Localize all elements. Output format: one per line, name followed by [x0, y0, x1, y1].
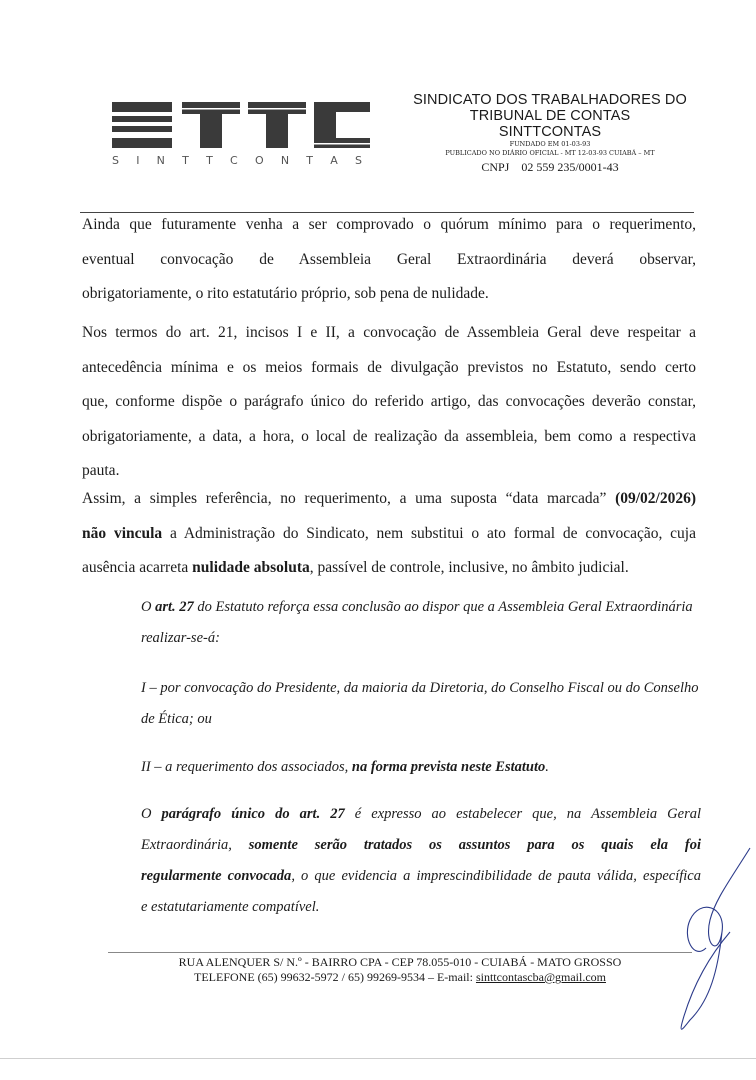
handwritten-signature: [660, 840, 756, 1040]
logo-letter: I: [136, 154, 140, 167]
text-line: de Ética; ou: [141, 711, 212, 727]
paragraph-1: [82, 208, 696, 312]
quote-item-i: [141, 673, 701, 735]
sttc-logo: [112, 98, 374, 176]
logo-subtitle: [112, 154, 362, 167]
organization-header: [385, 92, 715, 175]
footer-phones: TELEFONE (65) 99632-5972 / 65) 99269-9534 – E-mail:: [194, 970, 476, 984]
footer: [140, 955, 660, 985]
bold-emphasis: nulidade absoluta: [192, 559, 310, 576]
text-line: que, conforme dispõe o parágrafo único do referido artigo, das convocações deverão constar,: [82, 393, 696, 410]
logo-letter: N: [280, 154, 290, 167]
cnpj-label: CNPJ: [481, 160, 510, 174]
text-line: realizar-se-á:: [141, 630, 220, 646]
org-name-line2: TRIBUNAL DE CONTAS: [469, 108, 631, 124]
text-line: [141, 592, 701, 623]
text-line: I – por convocação do Presidente, da maioria da Diretoria, do Conselho Fiscal ou do Conselho: [141, 680, 699, 696]
text-run: Extraordinária,: [141, 837, 249, 853]
text-run: é expresso ao estabelecer que, na Assembleia Geral: [344, 806, 701, 822]
text-line: pauta.: [82, 462, 120, 479]
text-line: Nos termos do art. 21, incisos I e II, a convocação de Assembleia Geral deve respeitar a: [82, 324, 696, 341]
paragraph-3: [82, 482, 696, 586]
bold-emphasis: art. 27: [155, 599, 194, 615]
text-run: O: [141, 806, 162, 822]
text-line: [82, 517, 696, 552]
bold-emphasis: parágrafo único do art. 27: [161, 806, 345, 822]
text-line: antecedência mínima e os meios formais de divulgação previstos no Estatuto, sendo certo: [82, 358, 696, 376]
text-run: , o que evidencia a imprescindibilidade de pauta válida, específica: [291, 868, 701, 884]
footer-address: RUA ALENQUER S/ N.º - BAIRRO CPA - CEP 78.055-010 - CUIABÁ - MATO GROSSO: [178, 955, 622, 969]
paragraph-2: [82, 316, 696, 489]
org-acronym: SINTTCONTAS: [498, 124, 602, 140]
footer-contact: [140, 970, 660, 985]
text-run: a Administração do Sindicato, nem substitui o ato formal de convocação, cuja: [162, 524, 696, 542]
org-name-line1: SINDICATO DOS TRABALHADORES DO: [413, 92, 687, 108]
text-line: [141, 830, 701, 861]
quote-paragrafo-unico: [141, 799, 701, 923]
cnpj-value: 02 559 235/0001-43: [521, 160, 619, 174]
text-line: Ainda que futuramente venha a ser comprovado o quórum mínimo para o requerimento,: [82, 216, 696, 233]
text-line: [141, 861, 701, 892]
logo-letter: C: [230, 154, 238, 167]
logo-letter: S: [112, 154, 119, 167]
text-line: obrigatoriamente, o rito estatutário próprio, sob pena de nulidade.: [82, 285, 489, 302]
bold-emphasis: na forma prevista neste Estatuto: [351, 759, 546, 775]
logo-letter: T: [306, 154, 314, 167]
bold-emphasis: regularmente convocada: [141, 868, 292, 884]
logo-letter: S: [354, 154, 362, 167]
quote-item-ii: [141, 752, 701, 783]
quote-article-27: [141, 592, 701, 654]
text-line: [141, 799, 701, 830]
logo-letter: T: [206, 154, 213, 167]
logo-letter: T: [182, 154, 189, 167]
text-line: [82, 482, 696, 517]
text-line: e estatutariamente compatível.: [141, 899, 320, 915]
publication-info: PUBLICADO NO DIÁRIO OFICIAL - MT 12-03-93 CUIABÁ – MT: [445, 149, 655, 157]
page-bottom-edge: [0, 1058, 756, 1059]
logo-graphic: [112, 98, 374, 154]
bold-emphasis: não vincula: [82, 524, 163, 542]
text-run: Assim, a simples referência, no requerimento, a uma suposta “data marcada”: [82, 490, 616, 507]
logo-letter: A: [330, 154, 338, 167]
logo-letter: O: [254, 154, 264, 167]
footer-divider: [108, 952, 692, 953]
text-line: obrigatoriamente, a data, a hora, o local de realização da assembleia, bem como a respectiva: [82, 427, 696, 445]
text-run: do Estatuto reforça essa conclusão ao dispor que a Assembleia Geral Extraordinária: [193, 599, 693, 615]
text-run: ausência acarreta: [82, 559, 193, 576]
text-line: [141, 752, 701, 783]
logo-letter: N: [156, 154, 165, 167]
text-line: [82, 551, 696, 586]
text-line: eventual convocação de Assembleia Geral Extraordinária deverá observar,: [82, 250, 696, 268]
date-emphasis: (09/02/2026): [615, 490, 696, 507]
text-run: , passível de controle, inclusive, no âmbito judicial.: [309, 559, 629, 576]
cnpj: [385, 159, 715, 175]
text-run: .: [545, 759, 549, 775]
bold-emphasis: somente serão tratados os assuntos para os quais ela foi: [248, 837, 701, 853]
footer-email-link[interactable]: sinttcontascba@gmail.com: [475, 970, 606, 984]
text-run: O: [141, 599, 156, 615]
founded-date: FUNDADO EM 01-03-93: [509, 140, 591, 148]
text-run: II – a requerimento dos associados,: [141, 759, 352, 775]
